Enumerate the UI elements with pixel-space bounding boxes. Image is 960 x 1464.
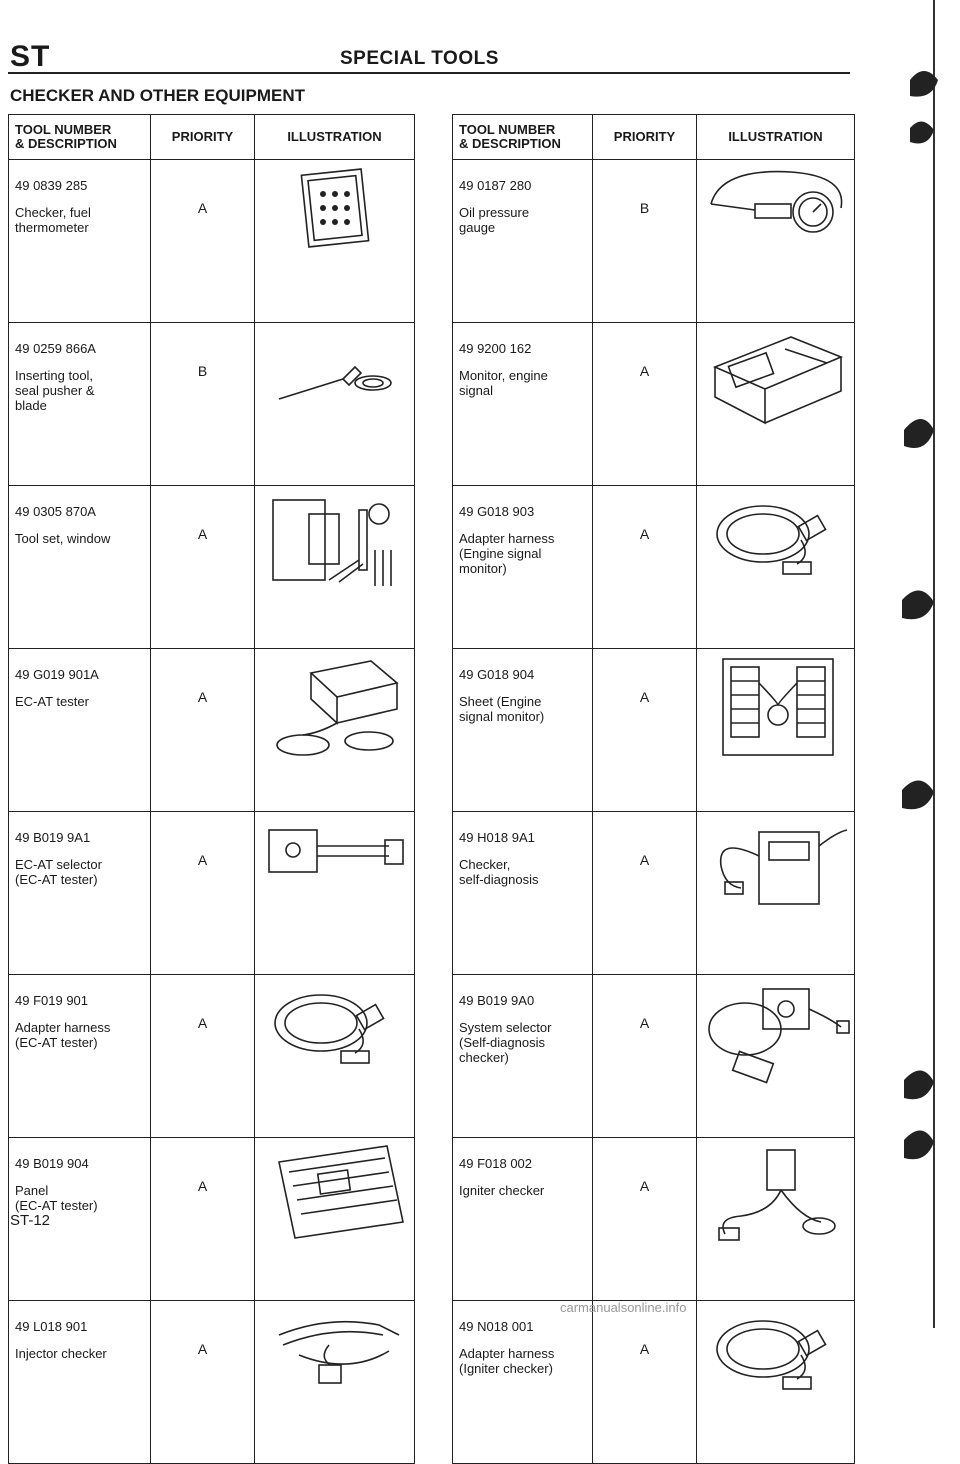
illustration-cell <box>697 975 855 1138</box>
tool-number-description-cell <box>453 812 593 975</box>
priority-cell: A <box>593 486 697 649</box>
priority-cell: A <box>151 649 255 812</box>
priority-cell: A <box>593 975 697 1138</box>
illustration-cell <box>255 323 415 486</box>
page-title: SPECIAL TOOLS <box>340 48 499 69</box>
illustration-cell <box>697 1301 855 1464</box>
tool-description: Oil pressure gauge <box>459 205 530 235</box>
table-row <box>9 160 415 323</box>
illustration-cell <box>697 486 855 649</box>
tool-description: Adapter harness (Engine signal monitor) <box>459 531 555 576</box>
tool-number-description-cell <box>9 649 151 812</box>
priority-cell: A <box>593 1301 697 1464</box>
tool-number: 49 F018 002 <box>459 1156 533 1171</box>
table-row <box>453 486 855 649</box>
tool-description: Sheet (Engine signal monitor) <box>459 694 545 724</box>
binding-edge-marks <box>880 0 960 1328</box>
illustration-cell <box>255 812 415 975</box>
tool-number: 49 0259 866A <box>15 341 96 356</box>
tool-description: System selector (Self-diagnosis checker) <box>459 1020 552 1065</box>
tool-number-description-cell <box>9 975 151 1138</box>
illustration-cell <box>697 323 855 486</box>
tool-description: Injector checker <box>15 1346 107 1361</box>
priority-cell: A <box>151 1138 255 1301</box>
tool-description: Adapter harness (EC-AT tester) <box>15 1020 111 1050</box>
priority-cell: A <box>151 1301 255 1464</box>
table-row <box>9 323 415 486</box>
tool-number: 49 G018 903 <box>459 504 535 519</box>
section-code: ST <box>10 40 51 73</box>
engine-signal-monitor-icon <box>701 327 851 439</box>
illustration-cell <box>255 1301 415 1464</box>
tool-number: 49 B019 9A0 <box>459 993 535 1008</box>
priority-cell: A <box>151 486 255 649</box>
tools-table-right <box>452 114 855 1464</box>
tool-number-description-cell <box>9 160 151 323</box>
priority-cell: B <box>151 323 255 486</box>
illustration-cell <box>255 649 415 812</box>
inserting-tool-icon <box>259 327 409 439</box>
adapter-harness-icon <box>701 490 851 602</box>
table-row <box>453 160 855 323</box>
table-row <box>9 649 415 812</box>
injector-checker-icon <box>259 1305 409 1417</box>
tool-description: EC-AT tester <box>15 694 89 709</box>
tool-description: Inserting tool, seal pusher & blade <box>15 368 95 413</box>
tool-description: Panel (EC-AT tester) <box>15 1183 98 1213</box>
fuel-thermometer-checker-icon <box>259 164 409 276</box>
igniter-checker-icon <box>701 1142 851 1254</box>
self-diagnosis-checker-icon <box>701 816 851 928</box>
priority-cell: A <box>151 812 255 975</box>
table-row <box>453 1138 855 1301</box>
adapter-harness-icon <box>701 1305 851 1417</box>
tool-number: 49 F019 901 <box>15 993 89 1008</box>
table-row <box>9 1138 415 1301</box>
section-subtitle: CHECKER AND OTHER EQUIPMENT <box>10 86 305 105</box>
tool-number-description-cell <box>453 649 593 812</box>
tool-description: Monitor, engine signal <box>459 368 548 398</box>
column-header-tool-number: TOOL NUMBER & DESCRIPTION <box>453 115 593 160</box>
tool-number: 49 L018 901 <box>15 1319 88 1334</box>
table-row <box>453 323 855 486</box>
tool-number: 49 G018 904 <box>459 667 535 682</box>
priority-cell: A <box>151 975 255 1138</box>
watermark: carmanualsonline.info <box>560 1300 687 1315</box>
table-row <box>9 812 415 975</box>
tool-description: Checker, self-diagnosis <box>459 857 539 887</box>
tool-number-description-cell <box>453 160 593 323</box>
oil-pressure-gauge-icon <box>701 164 851 276</box>
tool-description: EC-AT selector (EC-AT tester) <box>15 857 102 887</box>
tool-number: 49 G019 901A <box>15 667 99 682</box>
ec-at-tester-icon <box>259 653 409 765</box>
tool-number: 49 N018 001 <box>459 1319 534 1334</box>
tool-description: Checker, fuel thermometer <box>15 205 91 235</box>
tool-number: 49 0187 280 <box>459 178 532 193</box>
tool-description: Igniter checker <box>459 1183 545 1198</box>
column-header-tool-number: TOOL NUMBER & DESCRIPTION <box>9 115 151 160</box>
tool-number-description-cell <box>453 1301 593 1464</box>
adapter-harness-icon <box>259 979 409 1091</box>
table-row <box>9 486 415 649</box>
tool-description: Tool set, window <box>15 531 111 546</box>
illustration-cell <box>697 812 855 975</box>
tool-number: 49 B019 9A1 <box>15 830 91 845</box>
column-header-priority: PRIORITY <box>593 115 697 160</box>
tool-number-description-cell <box>453 1138 593 1301</box>
table-row <box>453 975 855 1138</box>
tool-number: 49 9200 162 <box>459 341 532 356</box>
tool-number: 49 0305 870A <box>15 504 96 519</box>
illustration-cell <box>255 160 415 323</box>
header-rule <box>8 72 850 74</box>
illustration-cell <box>697 649 855 812</box>
illustration-cell <box>255 486 415 649</box>
tool-number-description-cell <box>453 486 593 649</box>
illustration-cell <box>697 1138 855 1301</box>
column-header-priority: PRIORITY <box>151 115 255 160</box>
tool-number: 49 H018 9A1 <box>459 830 535 845</box>
tool-number: 49 B019 904 <box>15 1156 89 1171</box>
tool-number-description-cell <box>453 975 593 1138</box>
tool-number-description-cell <box>9 1301 151 1464</box>
table-row <box>453 812 855 975</box>
priority-cell: A <box>593 649 697 812</box>
table-row <box>453 1301 855 1464</box>
tool-number-description-cell <box>453 323 593 486</box>
illustration-cell <box>697 160 855 323</box>
system-selector-icon <box>701 979 851 1091</box>
illustration-cell <box>255 975 415 1138</box>
tool-number: 49 0839 285 <box>15 178 88 193</box>
panel-icon <box>259 1142 409 1254</box>
column-header-illustration: ILLUSTRATION <box>697 115 855 160</box>
page-number: ST-12 <box>10 1212 51 1229</box>
priority-cell: A <box>593 812 697 975</box>
priority-cell: B <box>593 160 697 323</box>
tool-number-description-cell <box>9 486 151 649</box>
priority-cell: A <box>593 323 697 486</box>
column-header-illustration: ILLUSTRATION <box>255 115 415 160</box>
priority-cell: A <box>593 1138 697 1301</box>
illustration-cell <box>255 1138 415 1301</box>
tools-table-left <box>8 114 415 1464</box>
table-header-row <box>453 115 855 160</box>
tool-number-description-cell <box>9 812 151 975</box>
table-row <box>453 649 855 812</box>
table-header-row <box>9 115 415 160</box>
sheet-icon <box>701 653 851 765</box>
ec-at-selector-icon <box>259 816 409 928</box>
tool-description: Adapter harness (Igniter checker) <box>459 1346 555 1376</box>
tool-number-description-cell <box>9 323 151 486</box>
table-row <box>9 1301 415 1464</box>
priority-cell: A <box>151 160 255 323</box>
table-row <box>9 975 415 1138</box>
window-tool-set-icon <box>259 490 409 602</box>
